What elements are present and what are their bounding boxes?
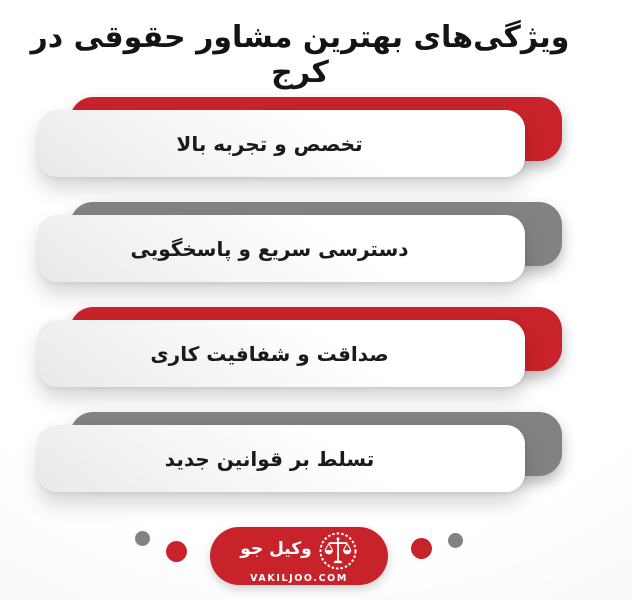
feature-2-number: ۲ bbox=[604, 219, 619, 247]
logo-top-row bbox=[240, 531, 357, 571]
feature-3-number: ۳ bbox=[604, 324, 619, 352]
feature-4-label-card bbox=[38, 425, 525, 492]
feature-item-1 bbox=[0, 97, 619, 181]
decorative-dot-right-gray bbox=[448, 533, 463, 548]
feature-4-label: تسلط بر قوانین جدید bbox=[164, 446, 375, 471]
feature-2-label: دسترسی سریع و پاسخگویی bbox=[130, 236, 409, 261]
feature-3-label: صداقت و شفافیت کاری bbox=[150, 341, 389, 366]
page-title: ویژگی‌های بهترین مشاور حقوقی در کرج bbox=[30, 20, 570, 90]
feature-item-4 bbox=[0, 412, 619, 496]
logo-domain-text: VAKILJOO.COM bbox=[250, 572, 348, 584]
decorative-dot-left-gray bbox=[135, 531, 150, 546]
scales-of-justice-icon bbox=[318, 531, 358, 571]
feature-1-label: تخصص و تجربه بالا bbox=[176, 131, 363, 156]
decorative-dot-right-red bbox=[411, 538, 432, 559]
feature-1-label-card bbox=[38, 110, 525, 177]
feature-2-label-card bbox=[38, 215, 525, 282]
feature-3-label-card bbox=[38, 320, 525, 387]
feature-1-number: ۱ bbox=[604, 114, 619, 142]
vakiljoo-logo bbox=[210, 527, 388, 585]
decorative-dot-left-red bbox=[166, 541, 187, 562]
logo-name-farsi: وکیل جو bbox=[240, 539, 312, 560]
feature-item-2 bbox=[0, 202, 619, 286]
feature-4-number: ۴ bbox=[604, 429, 619, 457]
feature-item-3 bbox=[0, 307, 619, 391]
